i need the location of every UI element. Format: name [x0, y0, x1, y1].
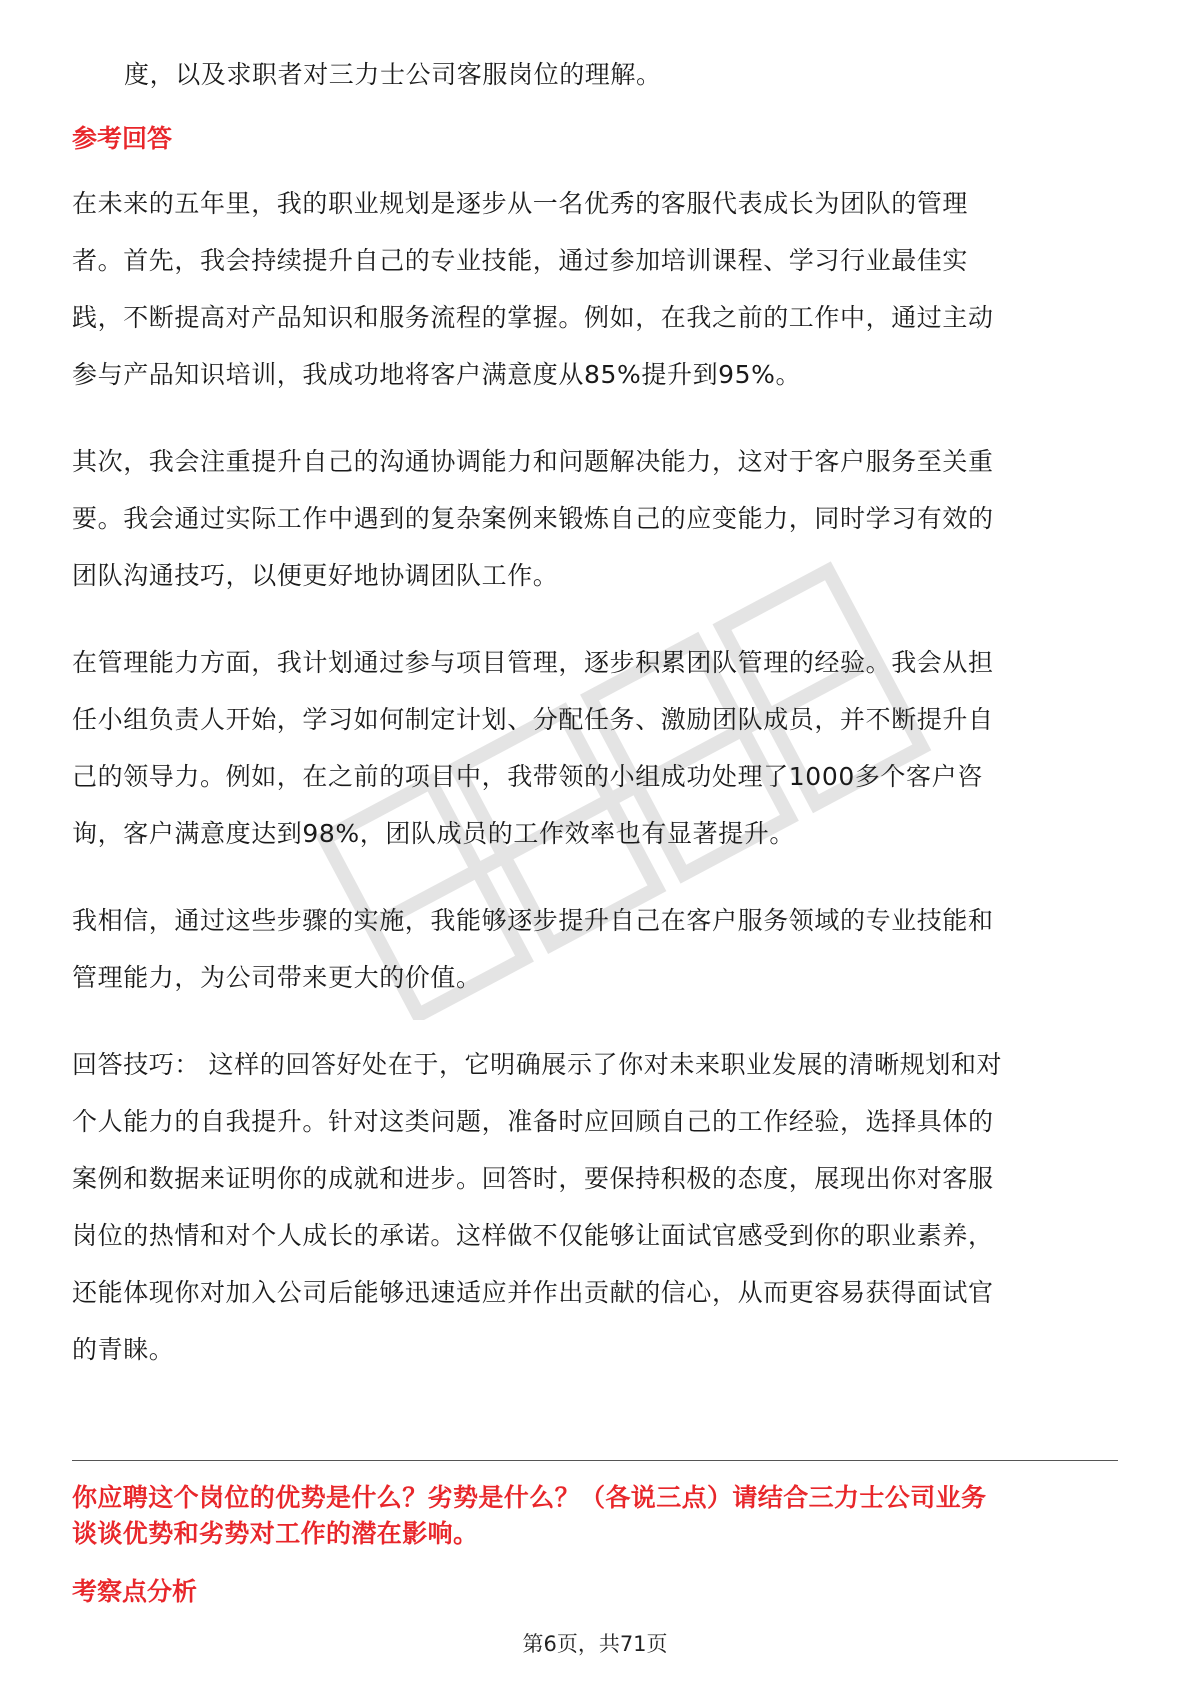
next-question — [72, 1480, 1118, 1552]
paragraph-line: 个人能力的自我提升。针对这类问题，准备时应回顾自己的工作经验，选择具体的 — [72, 1107, 994, 1136]
paragraph-2 — [72, 433, 1118, 604]
question-line: 谈谈优势和劣势对工作的潜在影响。 — [72, 1519, 479, 1548]
paragraph-line: 我相信，通过这些步骤的实施，我能够逐步提升自己在客户服务领域的专业技能和 — [72, 906, 994, 935]
paragraph-line: 的青睐。 — [72, 1335, 175, 1364]
paragraph-line: 者。首先，我会持续提升自己的专业技能，通过参加培训课程、学习行业最佳实 — [72, 246, 969, 275]
paragraph-line: 其次，我会注重提升自己的沟通协调能力和问题解决能力，这对于客户服务至关重 — [72, 447, 994, 476]
paragraph-line: 任小组负责人开始，学习如何制定计划、分配任务、激励团队成员，并不断提升自 — [72, 705, 994, 734]
question-line: 你应聘这个岗位的优势是什么？劣势是什么？（各说三点）请结合三力士公司业务 — [72, 1483, 987, 1512]
paragraph-line: 在管理能力方面，我计划通过参与项目管理，逐步积累团队管理的经验。我会从担 — [72, 648, 994, 677]
paragraph-line: 管理能力，为公司带来更大的价值。 — [72, 963, 482, 992]
intro-line: 度，以及求职者对三力士公司客服岗位的理解。 — [124, 60, 662, 89]
paragraph-1 — [72, 175, 1118, 403]
section-divider — [72, 1460, 1118, 1461]
main-content — [72, 46, 1118, 1378]
paragraph-3 — [72, 634, 1118, 862]
paragraph-line: 参与产品知识培训，我成功地将客户满意度从85%提升到95%。 — [72, 360, 802, 389]
paragraph-line: 还能体现你对加入公司后能够迅速适应并作出贡献的信心，从而更容易获得面试官 — [72, 1278, 994, 1307]
analysis-heading: 考察点分析 — [72, 1577, 198, 1606]
paragraph-line: 岗位的热情和对个人成长的承诺。这样做不仅能够让面试官感受到你的职业素养， — [72, 1221, 994, 1250]
paragraph-line: 询，客户满意度达到98%，团队成员的工作效率也有显著提升。 — [72, 819, 795, 848]
paragraph-line: 案例和数据来证明你的成就和进步。回答时，要保持积极的态度，展现出你对客服 — [72, 1164, 994, 1193]
paragraph-line: 要。我会通过实际工作中遇到的复杂案例来锻炼自己的应变能力，同时学习有效的 — [72, 504, 994, 533]
paragraph-line: 践，不断提高对产品知识和服务流程的掌握。例如，在我之前的工作中，通过主动 — [72, 303, 994, 332]
reference-answer-heading: 参考回答 — [72, 124, 173, 153]
paragraph-line: 己的领导力。例如，在之前的项目中，我带领的小组成功处理了1000多个客户咨 — [72, 762, 983, 791]
paragraph-line: 团队沟通技巧，以便更好地协调团队工作。 — [72, 561, 559, 590]
page-footer: 第6页，共71页 — [522, 1632, 668, 1656]
paragraph-line: 回答技巧： 这样的回答好处在于，它明确展示了你对未来职业发展的清晰规划和对 — [72, 1050, 1003, 1079]
paragraph-line: 在未来的五年里，我的职业规划是逐步从一名优秀的客服代表成长为团队的管理 — [72, 189, 969, 218]
answer-tips-paragraph — [72, 1036, 1118, 1378]
paragraph-4 — [72, 892, 1118, 1006]
